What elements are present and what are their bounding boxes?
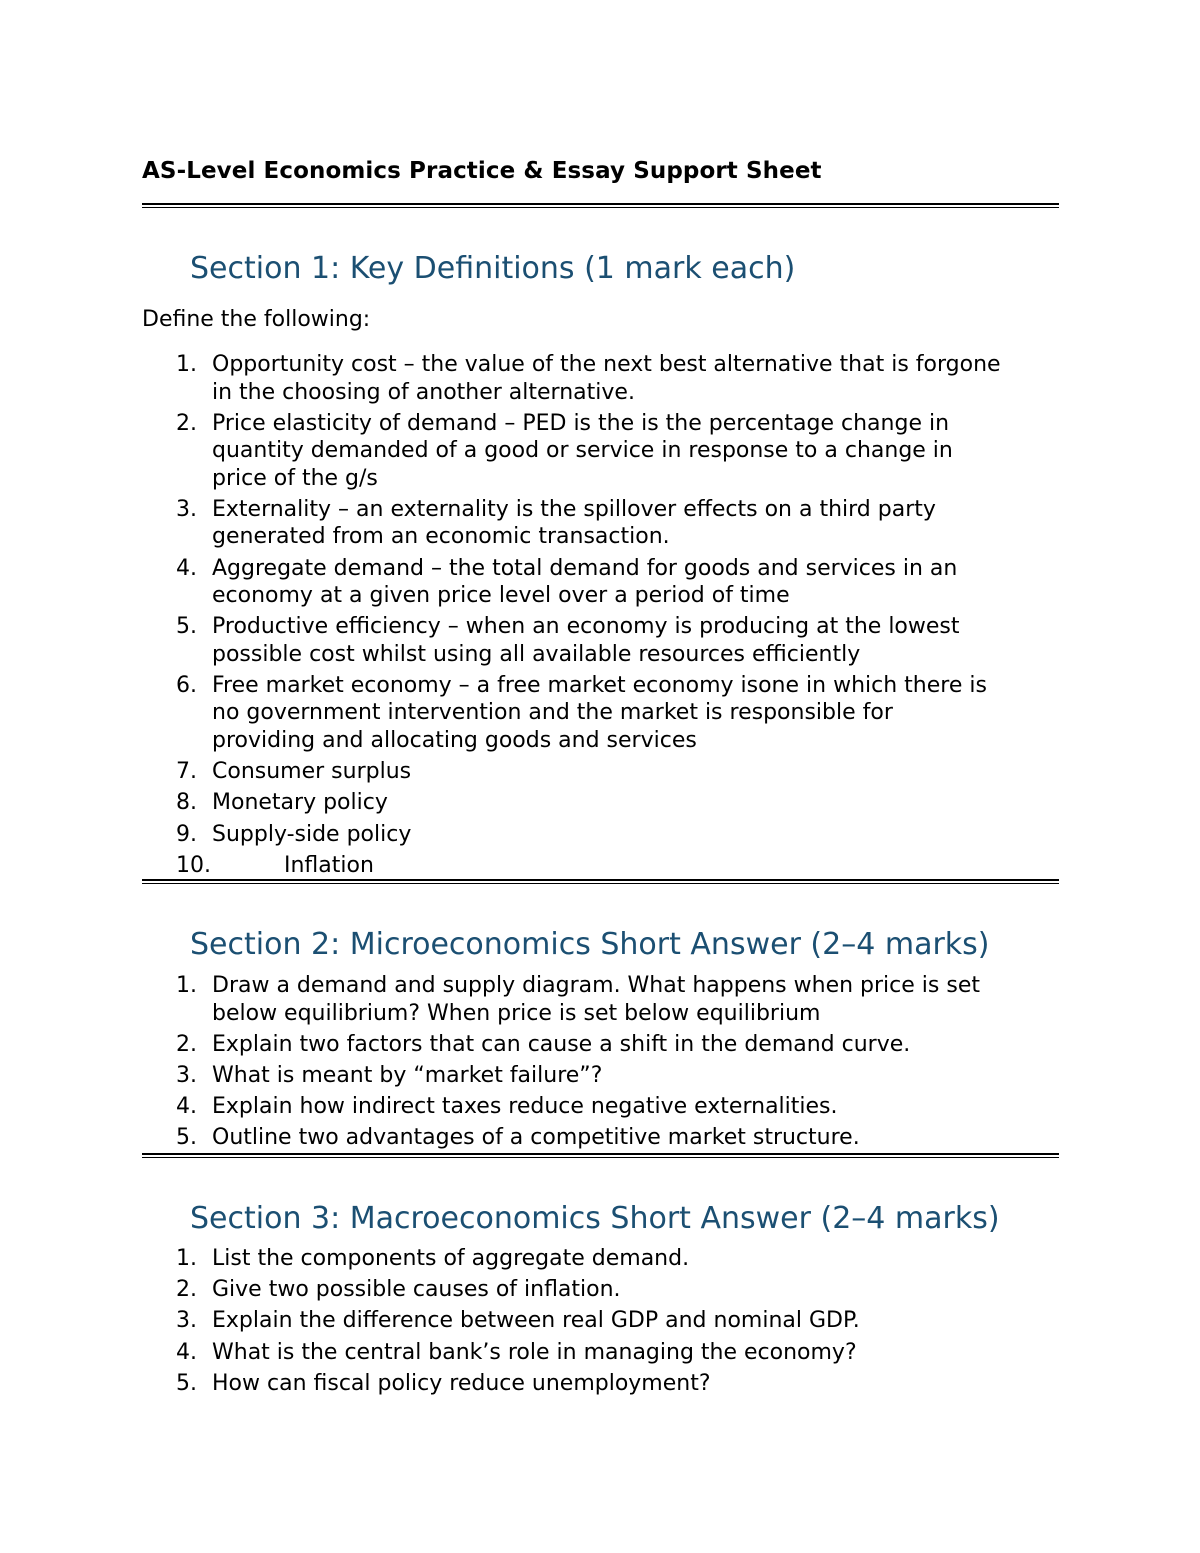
- item-text: Give two possible causes of inflation.: [212, 1277, 621, 1303]
- item-number: 2.: [176, 1277, 197, 1303]
- list-item: [142, 672, 1072, 755]
- item-text: Price elasticity of demand – PED is the is the percentage change in quantity demanded of a good or service in response to a change in price of the g/s: [212, 410, 953, 491]
- list-item: [142, 1307, 1072, 1335]
- item-number: 2.: [176, 1031, 197, 1057]
- list-item: [142, 351, 1072, 406]
- list-item: [142, 410, 1072, 493]
- section-2-list: [142, 972, 1072, 1155]
- section-3-heading: Section 3: Macroeconomics Short Answer (2–4 marks): [190, 1201, 1000, 1236]
- list-item: [142, 613, 1072, 668]
- item-text: Explain how indirect taxes reduce negative externalities.: [212, 1094, 838, 1120]
- section-1-heading: Section 1: Key Definitions (1 mark each): [190, 251, 796, 286]
- item-number: 3.: [176, 1062, 197, 1088]
- list-item: [142, 1093, 1072, 1121]
- item-text: List the components of aggregate demand.: [212, 1246, 690, 1271]
- item-number: 4.: [176, 1094, 197, 1120]
- item-text: Consumer surplus: [212, 759, 412, 785]
- item-number: 9.: [176, 821, 197, 847]
- item-text: Free market economy – a free market economy isone in which there is no government intervention and the market is responsible for providing and allocating goods and services: [212, 672, 987, 753]
- list-item: [142, 1370, 1072, 1398]
- item-text: How can fiscal policy reduce unemployment?: [212, 1370, 711, 1396]
- section-1-intro: Define the following:: [142, 307, 371, 332]
- item-number: 7.: [176, 759, 197, 785]
- item-text: Explain the difference between real GDP and nominal GDP.: [212, 1308, 860, 1334]
- section-3-list: [142, 1245, 1072, 1401]
- item-text: Draw a demand and supply diagram. What happens when price is set below equilibrium? When price is set below equilibrium: [212, 973, 980, 1026]
- item-text: Explain two factors that can cause a shift in the demand curve.: [212, 1031, 911, 1057]
- item-number: 5.: [176, 1125, 197, 1151]
- document-title: AS-Level Economics Practice & Essay Support Sheet: [142, 158, 822, 184]
- list-item: [142, 852, 1072, 880]
- item-number: 6.: [176, 672, 197, 698]
- item-number: 5.: [176, 614, 197, 640]
- item-text: Inflation: [284, 852, 374, 878]
- item-text: Externality – an externality is the spillover effects on a third party generated from an economic transaction.: [212, 496, 936, 550]
- list-item: [142, 821, 1072, 849]
- list-item: [142, 1339, 1072, 1367]
- item-number: 4.: [176, 1339, 197, 1365]
- list-item: [142, 1031, 1072, 1059]
- section-1-divider: [142, 879, 1059, 884]
- item-number: 5.: [176, 1370, 197, 1396]
- item-text: What is meant by “market failure”?: [212, 1062, 603, 1088]
- item-number: 1.: [176, 973, 197, 998]
- list-item: [142, 972, 1072, 1027]
- item-text: Productive efficiency – when an economy is producing at the lowest possible cost whilst using all available resources efficiently: [212, 614, 960, 667]
- item-text: Outline two advantages of a competitive market structure.: [212, 1125, 860, 1151]
- list-item: [142, 789, 1072, 817]
- item-text: What is the central bank’s role in managing the economy?: [212, 1339, 857, 1365]
- item-number: 1.: [176, 352, 197, 377]
- title-divider: [142, 203, 1059, 208]
- list-item: [142, 1062, 1072, 1090]
- section-2-heading: Section 2: Microeconomics Short Answer (2–4 marks): [190, 927, 990, 962]
- section-1-list: [142, 351, 1072, 883]
- item-number: 10.: [176, 852, 211, 878]
- list-item: [142, 1276, 1072, 1304]
- list-item: [142, 758, 1072, 786]
- item-number: 8.: [176, 790, 197, 816]
- list-item: [142, 496, 1072, 551]
- item-text: Opportunity cost – the value of the next best alternative that is forgone in the choosing of another alternative.: [212, 352, 1001, 405]
- item-text: Supply-side policy: [212, 821, 412, 847]
- list-item: [142, 555, 1072, 610]
- item-number: 3.: [176, 496, 197, 522]
- item-number: 2.: [176, 410, 197, 436]
- item-number: 3.: [176, 1308, 197, 1334]
- list-item: [142, 1124, 1072, 1152]
- item-text: Monetary policy: [212, 790, 388, 816]
- item-text: Aggregate demand – the total demand for goods and services in an economy at a given price level over a period of time: [212, 555, 958, 609]
- list-item: [142, 1245, 1072, 1273]
- item-number: 4.: [176, 555, 197, 581]
- item-number: 1.: [176, 1246, 197, 1271]
- section-2-divider: [142, 1153, 1059, 1158]
